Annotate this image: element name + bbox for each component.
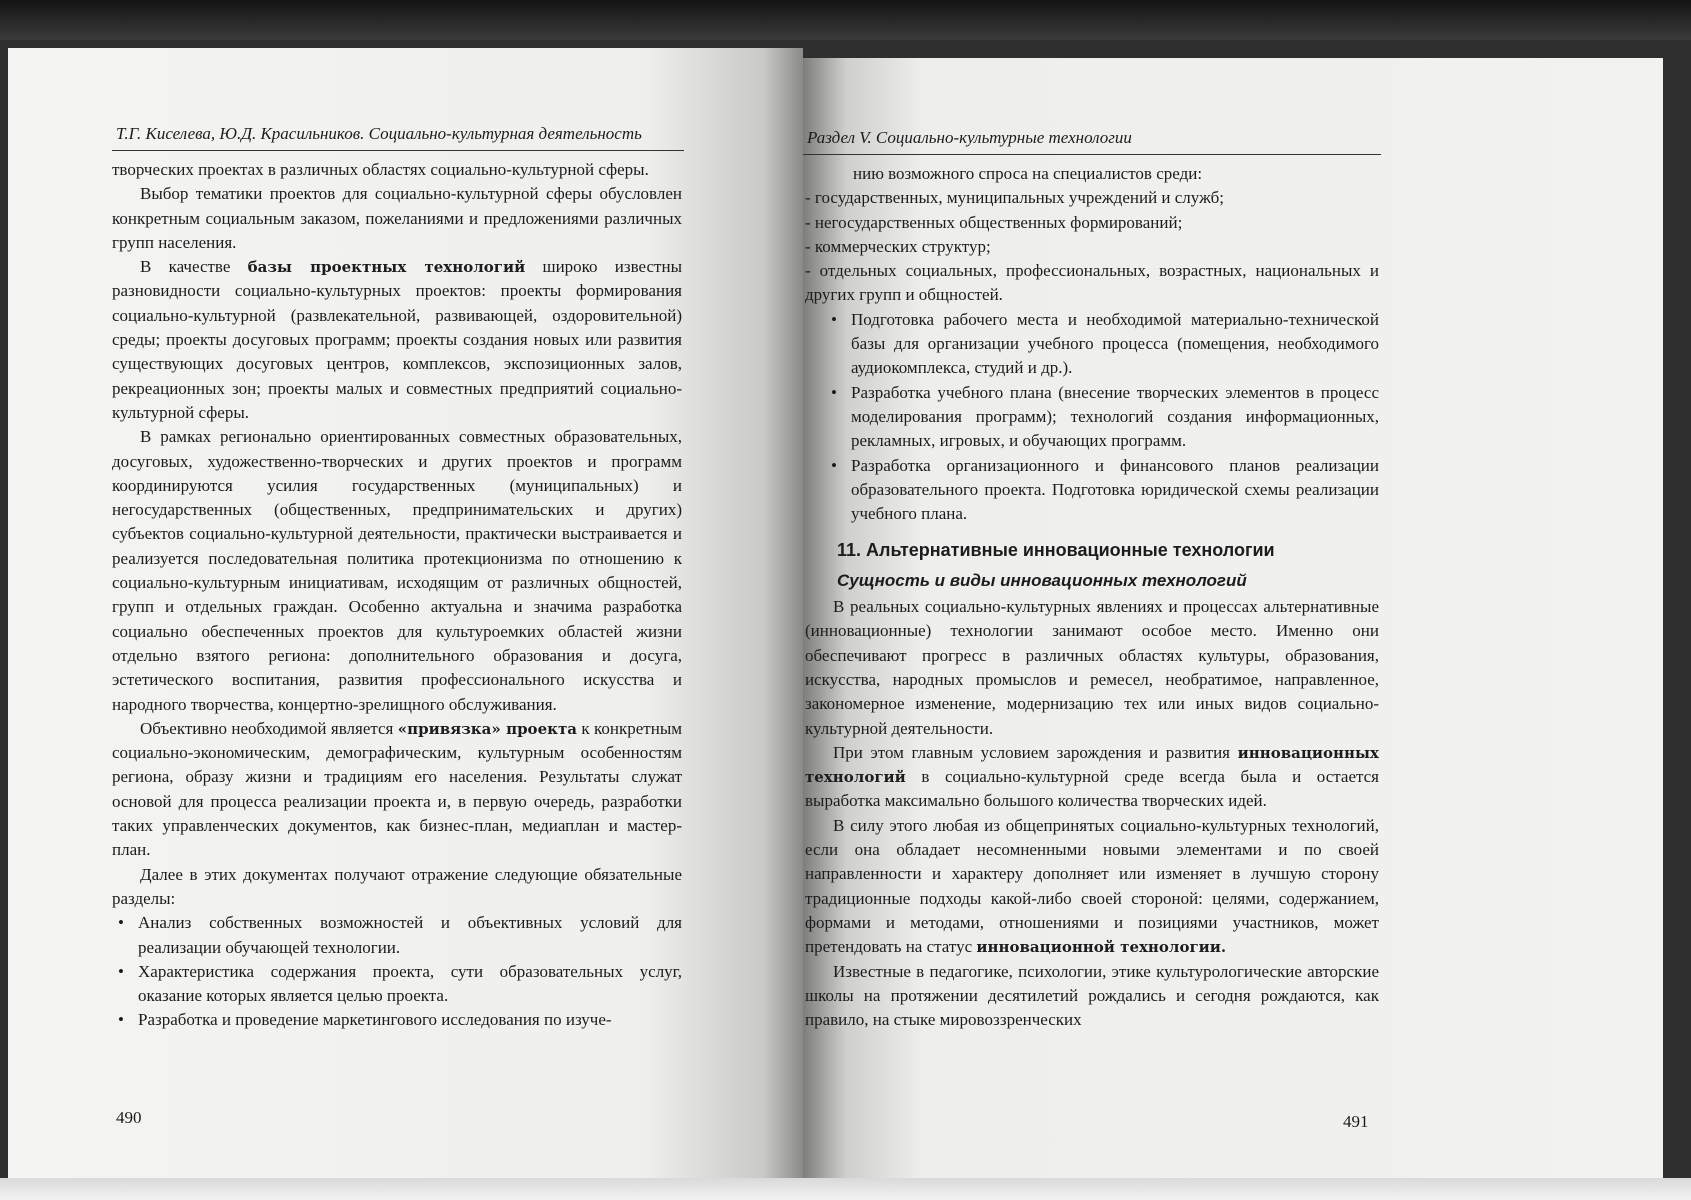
paragraph: нию возможного спроса на специалистов среди: — [853, 164, 1203, 183]
right-bullet-list — [805, 308, 1379, 527]
section-title: 11. Альтернативные инновационные технологии — [837, 540, 1275, 561]
left-head-rule — [112, 150, 684, 151]
paragraph: В силу этого любая из общепринятых социально-культурных технологий, если она обладает несомненными новыми элементами и по своей направленности и характеру дополняет или изменяет в лучшую сторону традиционные подходы какой-либо своей стороной: целями, содержанием, формами и методами, отношениями и позициями участников, может претендовать на статус инновационной технологии. — [805, 815, 1379, 957]
list-item: • Разработка учебного плана (внесение творческих элементов в процесс моделирования программ); технологий создания информационных, рекламных, игровых, и обучающих программ. — [825, 381, 1379, 454]
paragraph: В реальных социально-культурных явлениях и процессах альтернативные (инновационные) технологии занимают особое место. Именно они обеспечивают прогресс в различных областях культуры, образования, искусства, народных промыслов и ремесел, необратимое, направленное, закономерное изменение, модернизацию тех или иных видов социально-культурной деятельности. — [805, 597, 1379, 738]
paragraph: Выбор тематики проектов для социально-культурной сферы обусловлен конкретным социальным заказом, пожеланиями и предложениями различных групп населения. — [112, 184, 682, 252]
left-running-head: Т.Г. Киселева, Ю.Д. Красильников. Социально-культурная деятельность — [116, 124, 642, 143]
paragraph: В качестве базы проектных технологий широко известны разновидности социально-культурных проектов: проекты формирования социально-культурной (развлекательной, развивающей, оздоровительной) среды; проекты досуговых программ; проекты создания новых или развития существующих досуговых центров, комплексов, экспозиционных залов, рекреационных зон; проекты малых и совместных предприятий социально-культурной сферы. — [112, 257, 682, 422]
left-bullet-list — [112, 911, 682, 1032]
left-page-number: 490 — [116, 1108, 142, 1127]
right-head-rule — [803, 154, 1381, 155]
subsection-title: Сущность и виды инновационных технологий — [837, 570, 1247, 590]
right-running-head: Раздел V. Социально-культурные технологии — [807, 128, 1132, 147]
left-page — [8, 48, 803, 1180]
paragraph: Известные в педагогике, психологии, этике культурологические авторские школы на протяжении десятилетий рождались и сегодня рождаются, как правило, на стыке мировоззренческих — [805, 961, 1379, 1030]
list-item: - отдельных социальных, профессиональных, возрастных, национальных и других групп и общностей. — [805, 261, 1379, 305]
scan-bottom-edge — [0, 1178, 1691, 1200]
paragraph: В рамках регионально ориентированных совместных образовательных, досуговых, художественно-творческих и других проектов и программ координируются усилия государственных (муниципальных) и негосударственных (общественных, предпринимательских и других) субъектов социально-культурной деятельности, практически выстраивается и реализуется последовательная политика протекционизма по отношению к социально-культурным инициативам, исходящим от различных общностей, групп и отдельных граждан. Особенно актуальна и значима разработка социально обеспеченных проектов для культуроемких областей жизни отдельно взятого региона: дополнительного образования и досуга, эстетического воспитания, развития профессионального искусства и народного творчества, концертно-зрелищного обслуживания. — [112, 427, 682, 714]
left-body-text — [112, 158, 682, 1033]
list-item: • Разработка организационного и финансового планов реализации образовательного проекта. Подготовка юридической схемы реализации учебного плана. — [825, 454, 1379, 527]
right-dash-list — [805, 186, 1379, 307]
list-item: - негосударственных общественных формирований; — [805, 212, 1183, 232]
right-body-text — [805, 162, 1379, 1032]
list-item: • Анализ собственных возможностей и объективных условий для реализации обучающей технологии. — [112, 911, 682, 960]
list-item: • Подготовка рабочего места и необходимой материально-технической базы для организации учебного процесса (помещения, необходимого аудиокомплекса, студий и др.). — [825, 308, 1379, 381]
paragraph: Далее в этих документах получают отражение следующие обязательные разделы: — [112, 864, 682, 908]
list-item: • Характеристика содержания проекта, сути образовательных услуг, оказание которых является целью проекта. — [112, 960, 682, 1009]
paragraph: Объективно необходимой является «привязка» проекта к конкретным социально-экономическим, демографическим, культурным особенностям региона, образу жизни и традициям его населения. Результаты служат основой для процесса реализации проекта и, в первую очередь, разработки таких управленческих документов, как бизнес-план, медиаплан и мастер-план. — [112, 718, 683, 860]
list-item: • Разработка и проведение маркетингового исследования по изуче- — [112, 1008, 682, 1032]
right-page — [803, 58, 1663, 1180]
list-item: - государственных, муниципальных учреждений и служб; — [805, 188, 1224, 208]
paragraph: творческих проектах в различных областях социально-культурной сферы. — [112, 160, 649, 179]
right-page-number: 491 — [1343, 1112, 1369, 1131]
paragraph: При этом главным условием зарождения и развития инновационных технологий в социально-культурной среде всегда была и остается выработка максимально большого количества творческих идей. — [805, 742, 1379, 811]
scan-top-edge — [0, 0, 1691, 40]
list-item: - коммерческих структур; — [805, 236, 991, 256]
